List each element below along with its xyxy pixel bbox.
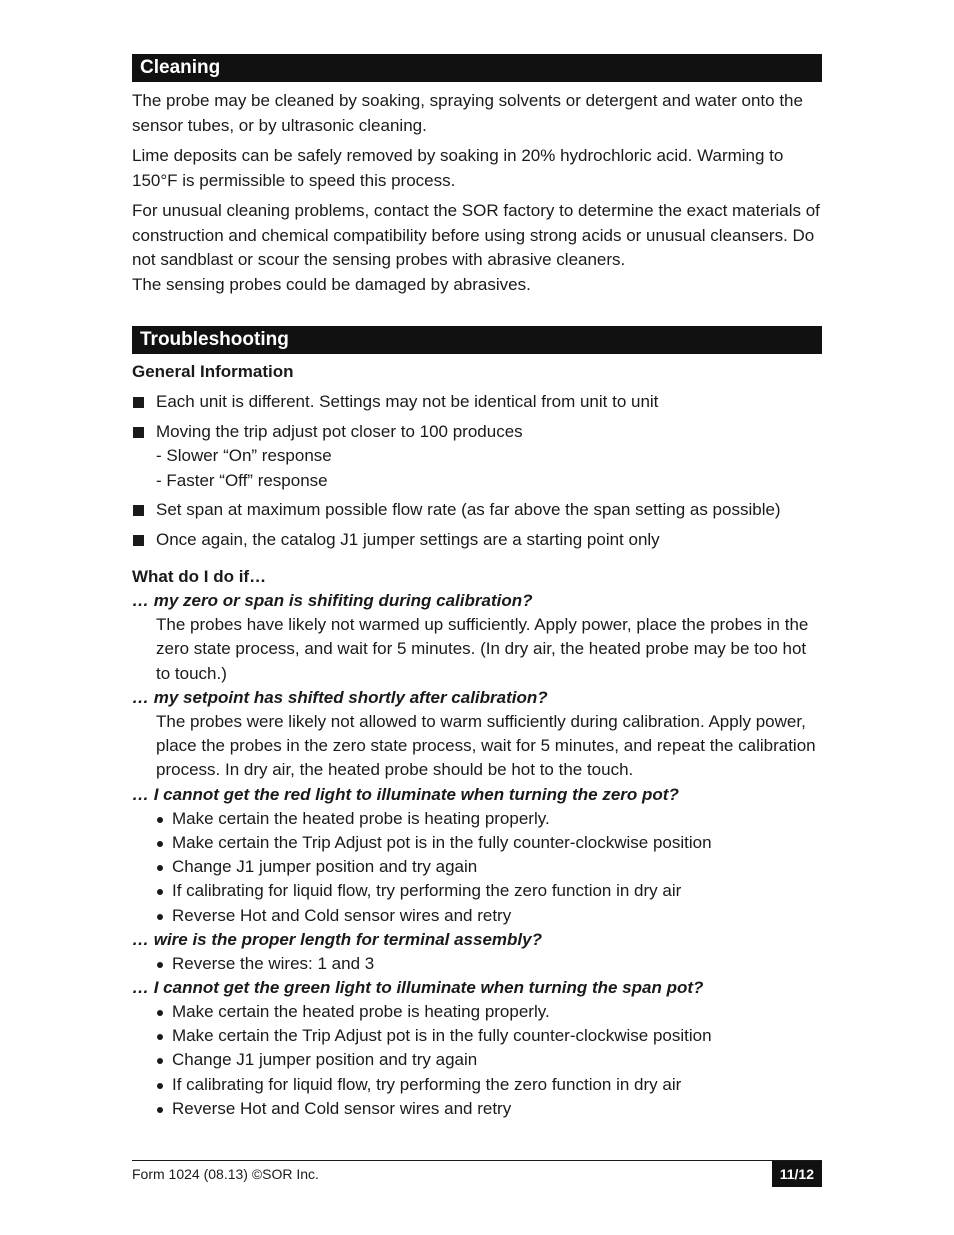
- bullet-icon: [157, 1010, 163, 1016]
- answer-list: [132, 807, 822, 928]
- list-item: [156, 879, 822, 903]
- bullet-icon: [157, 962, 163, 968]
- square-bullet-icon: [133, 397, 144, 408]
- square-bullet-icon: [133, 505, 144, 516]
- troubleshooting-heading: Troubleshooting: [132, 326, 822, 354]
- list-item-text: Reverse Hot and Cold sensor wires and retry: [172, 1098, 512, 1118]
- answer-list: [132, 952, 822, 976]
- cleaning-paragraph-text: The sensing probes could be damaged by abrasives.: [132, 274, 531, 294]
- list-item: [156, 1097, 822, 1121]
- list-item: [156, 904, 822, 928]
- general-information-list: [132, 390, 822, 552]
- list-item: [156, 1073, 822, 1097]
- question: … I cannot get the red light to illuminate when turning the zero pot?: [132, 784, 679, 804]
- list-item-text: Reverse Hot and Cold sensor wires and retry: [172, 905, 512, 925]
- general-information-heading: General Information: [132, 362, 294, 381]
- list-item-text: Once again, the catalog J1 jumper settings are a starting point only: [156, 529, 660, 549]
- bullet-icon: [157, 1083, 163, 1089]
- list-item: [132, 420, 822, 494]
- sub-item: - Slower “On” response: [156, 446, 332, 465]
- list-item: [156, 1024, 822, 1048]
- question: … I cannot get the green light to illuminate when turning the span pot?: [132, 978, 704, 997]
- bullet-icon: [157, 865, 163, 871]
- cleaning-paragraph-text: For unusual cleaning problems, contact the SOR factory to determine the exact materials of construction and chemical compatibility before using strong acids or unusual cleansers. Do not sandblast or scour the sensing probes with abrasive cleaners.: [132, 201, 820, 269]
- list-item-text: If calibrating for liquid flow, try performing the zero function in dry air: [172, 881, 682, 901]
- question: … my setpoint has shifted shortly after calibration?: [132, 687, 548, 707]
- cleaning-paragraph: [132, 199, 822, 297]
- list-item: [156, 807, 822, 831]
- square-bullet-icon: [133, 535, 144, 546]
- list-item-text: Make certain the heated probe is heating properly.: [172, 808, 550, 828]
- answer: The probes were likely not allowed to warm sufficiently during calibration. Apply power, place the probes in the zero state process, wait for 5 minutes, and repeat the calibration process. In dry air, the heated probe should be hot to the touch.: [156, 711, 816, 780]
- bullet-icon: [157, 841, 163, 847]
- list-item: [156, 855, 822, 879]
- bullet-icon: [157, 817, 163, 823]
- list-item-text: If calibrating for liquid flow, try performing the zero function in dry air: [172, 1074, 682, 1094]
- bullet-icon: [157, 1034, 163, 1040]
- page-content: [132, 54, 822, 1121]
- answer: The probes have likely not warmed up sufficiently. Apply power, place the probes in the zero state process, and wait for 5 minutes. (In dry air, the heated probe may be too hot to touch.): [156, 615, 809, 683]
- list-item-text: Make certain the Trip Adjust pot is in the fully counter-clockwise position: [172, 832, 712, 852]
- bullet-icon: [157, 1107, 163, 1113]
- cleaning-heading: Cleaning: [132, 54, 822, 82]
- form-number: Form 1024 (08.13) ©SOR Inc.: [132, 1166, 319, 1182]
- list-item-text: Moving the trip adjust pot closer to 100 produces: [156, 421, 523, 441]
- list-item: [132, 528, 822, 553]
- list-item: [132, 390, 822, 415]
- cleaning-paragraph: The probe may be cleaned by soaking, spraying solvents or detergent and water onto the sensor tubes, or by ultrasonic cleaning.: [132, 91, 803, 135]
- what-do-i-do-heading: What do I do if…: [132, 567, 267, 586]
- list-item: [156, 1000, 822, 1024]
- cleaning-paragraph: Lime deposits can be safely removed by soaking in 20% hydrochloric acid. Warming to 150°F is permissible to speed this process.: [132, 146, 784, 190]
- list-item: [156, 1048, 822, 1072]
- bullet-icon: [157, 914, 163, 920]
- list-item-text: Set span at maximum possible flow rate (as far above the span setting as possible): [156, 500, 781, 519]
- list-item-text: Make certain the Trip Adjust pot is in the fully counter-clockwise position: [172, 1026, 712, 1046]
- answer-list: [132, 1000, 822, 1121]
- list-item-text: Make certain the heated probe is heating properly.: [172, 1002, 550, 1021]
- page-footer: [132, 1160, 822, 1182]
- page-number: 11/12: [772, 1161, 822, 1187]
- question: … my zero or span is shifiting during calibration?: [132, 591, 533, 610]
- list-item-text: Change J1 jumper position and try again: [172, 1050, 478, 1070]
- list-item-text: Each unit is different. Settings may not be identical from unit to unit: [156, 392, 659, 411]
- list-item-text: Reverse the wires: 1 and 3: [172, 953, 375, 973]
- square-bullet-icon: [133, 427, 144, 438]
- sub-item: - Faster “Off” response: [156, 470, 328, 490]
- list-item: [156, 952, 822, 976]
- bullet-icon: [157, 889, 163, 895]
- bullet-icon: [157, 1058, 163, 1064]
- list-item: [132, 498, 822, 523]
- list-item-text: Change J1 jumper position and try again: [172, 857, 478, 877]
- question: … wire is the proper length for terminal assembly?: [132, 929, 542, 949]
- list-item: [156, 831, 822, 855]
